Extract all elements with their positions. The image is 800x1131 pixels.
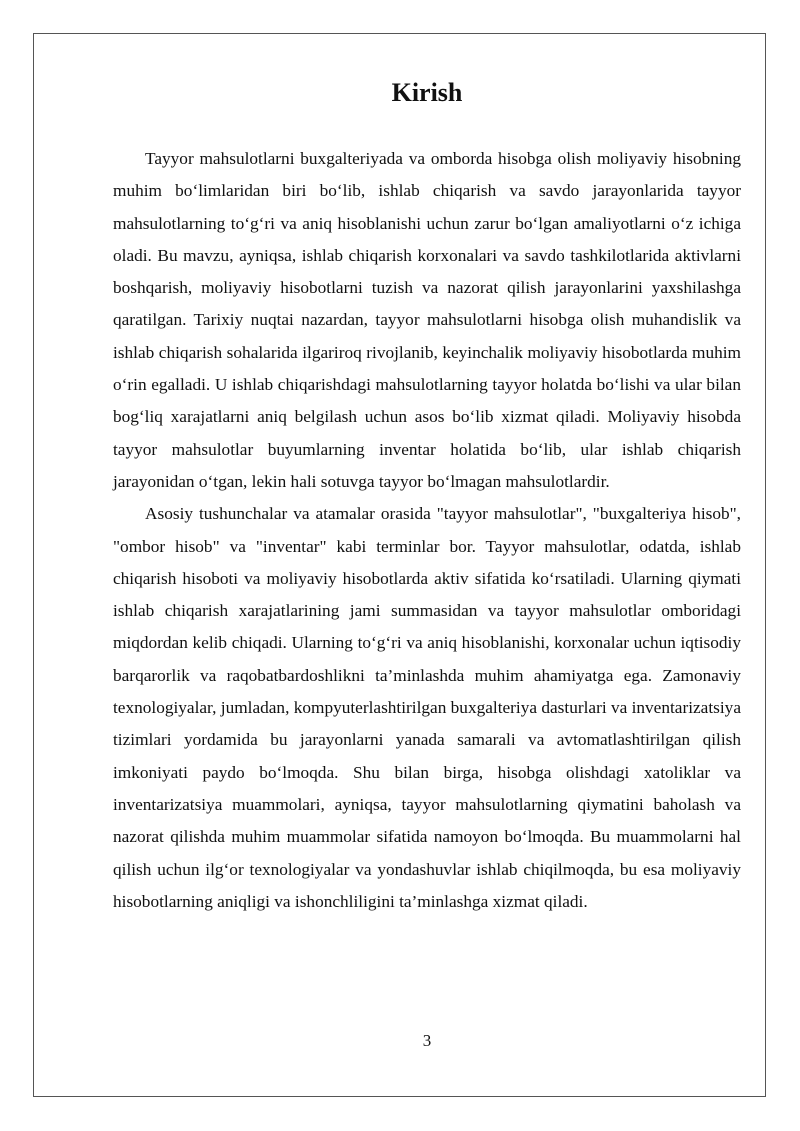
paragraph-introduction: Tayyor mahsulotlarni buxgalteriyada va omborda hisobga olish moliyaviy hisobning muhim bo‘limlaridan biri bo‘lib, ishlab chiqarish va savdo jarayonlarida tayyor mahsulotlarning to‘g‘ri va aniq hisoblanishi uchun zarur bo‘lgan amaliyotlarni o‘z ichiga oladi. Bu mavzu, ayniqsa, ishlab chiqarish korxonalari va savdo tashkilotlarida aktivlarni boshqarish, moliyaviy hisobotlarni tuzish va nazorat qilish jarayonlarini yaxshilashga qaratilgan. Tarixiy nuqtai nazardan, tayyor mahsulotlarni hisobga olish muhandislik va ishlab chiqarish sohalarida ilgariroq rivojlanib, keyinchalik moliyaviy hisobotlarda muhim o‘rin egalladi. U ishlab chiqarishdagi mahsulotlarning tayyor holatda bo‘lishi va ular bilan bog‘liq xarajatlarni aniq belgilash uchun asos bo‘lib xizmat qiladi. Moliyaviy hisobda tayyor mahsulotlar buyumlarning inventar holatida bo‘lib, ular ishlab chiqarish jarayonidan o‘tgan, lekin hali sotuvga tayyor bo‘lmagan mahsulotlardir. (113, 149, 741, 491)
paragraph-key-concepts: Asosiy tushunchalar va atamalar orasida "tayyor mahsulotlar", "buxgalteriya hisob", "ombor hisob" va "inventar" kabi terminlar bor. Tayyor mahsulotlar, odatda, ishlab chiqarish hisoboti va moliyaviy hisobotlarda aktiv sifatida ko‘rsatiladi. Ularning qiymati ishlab chiqarish xarajatlarining jami summasidan va tayyor mahsulotlar omboridagi miqdordan kelib chiqadi. Ularning to‘g‘ri va aniq hisoblanishi, korxonalar uchun iqtisodiy barqarorlik va raqobatbardoshlikni ta’minlashda muhim ahamiyatga ega. Zamonaviy texnologiyalar, jumladan, kompyuterlashtirilgan buxgalteriya dasturlari va inventarizatsiya tizimlari yordamida bu jarayonlarni yanada samarali va avtomatlashtirilgan qilish imkoniyati paydo bo‘lmoqda. Shu bilan birga, hisobga olishdagi xatoliklar va inventarizatsiya muammolari, ayniqsa, tayyor mahsulotlarning qiymatini baholash va nazorat qilishda muhim muammolar sifatida namoyon bo‘lmoqda. Bu muammolarni hal qilish uchun ilg‘or texnologiyalar va yondashuvlar ishlab chiqilmoqda, bu esa moliyaviy hisobotlarning aniqligi va ishonchliligini ta’minlashga xizmat qiladi. (113, 504, 741, 911)
page-number: 3 (422, 1031, 432, 1050)
document-body (113, 143, 741, 918)
page-title: Kirish (391, 78, 463, 107)
